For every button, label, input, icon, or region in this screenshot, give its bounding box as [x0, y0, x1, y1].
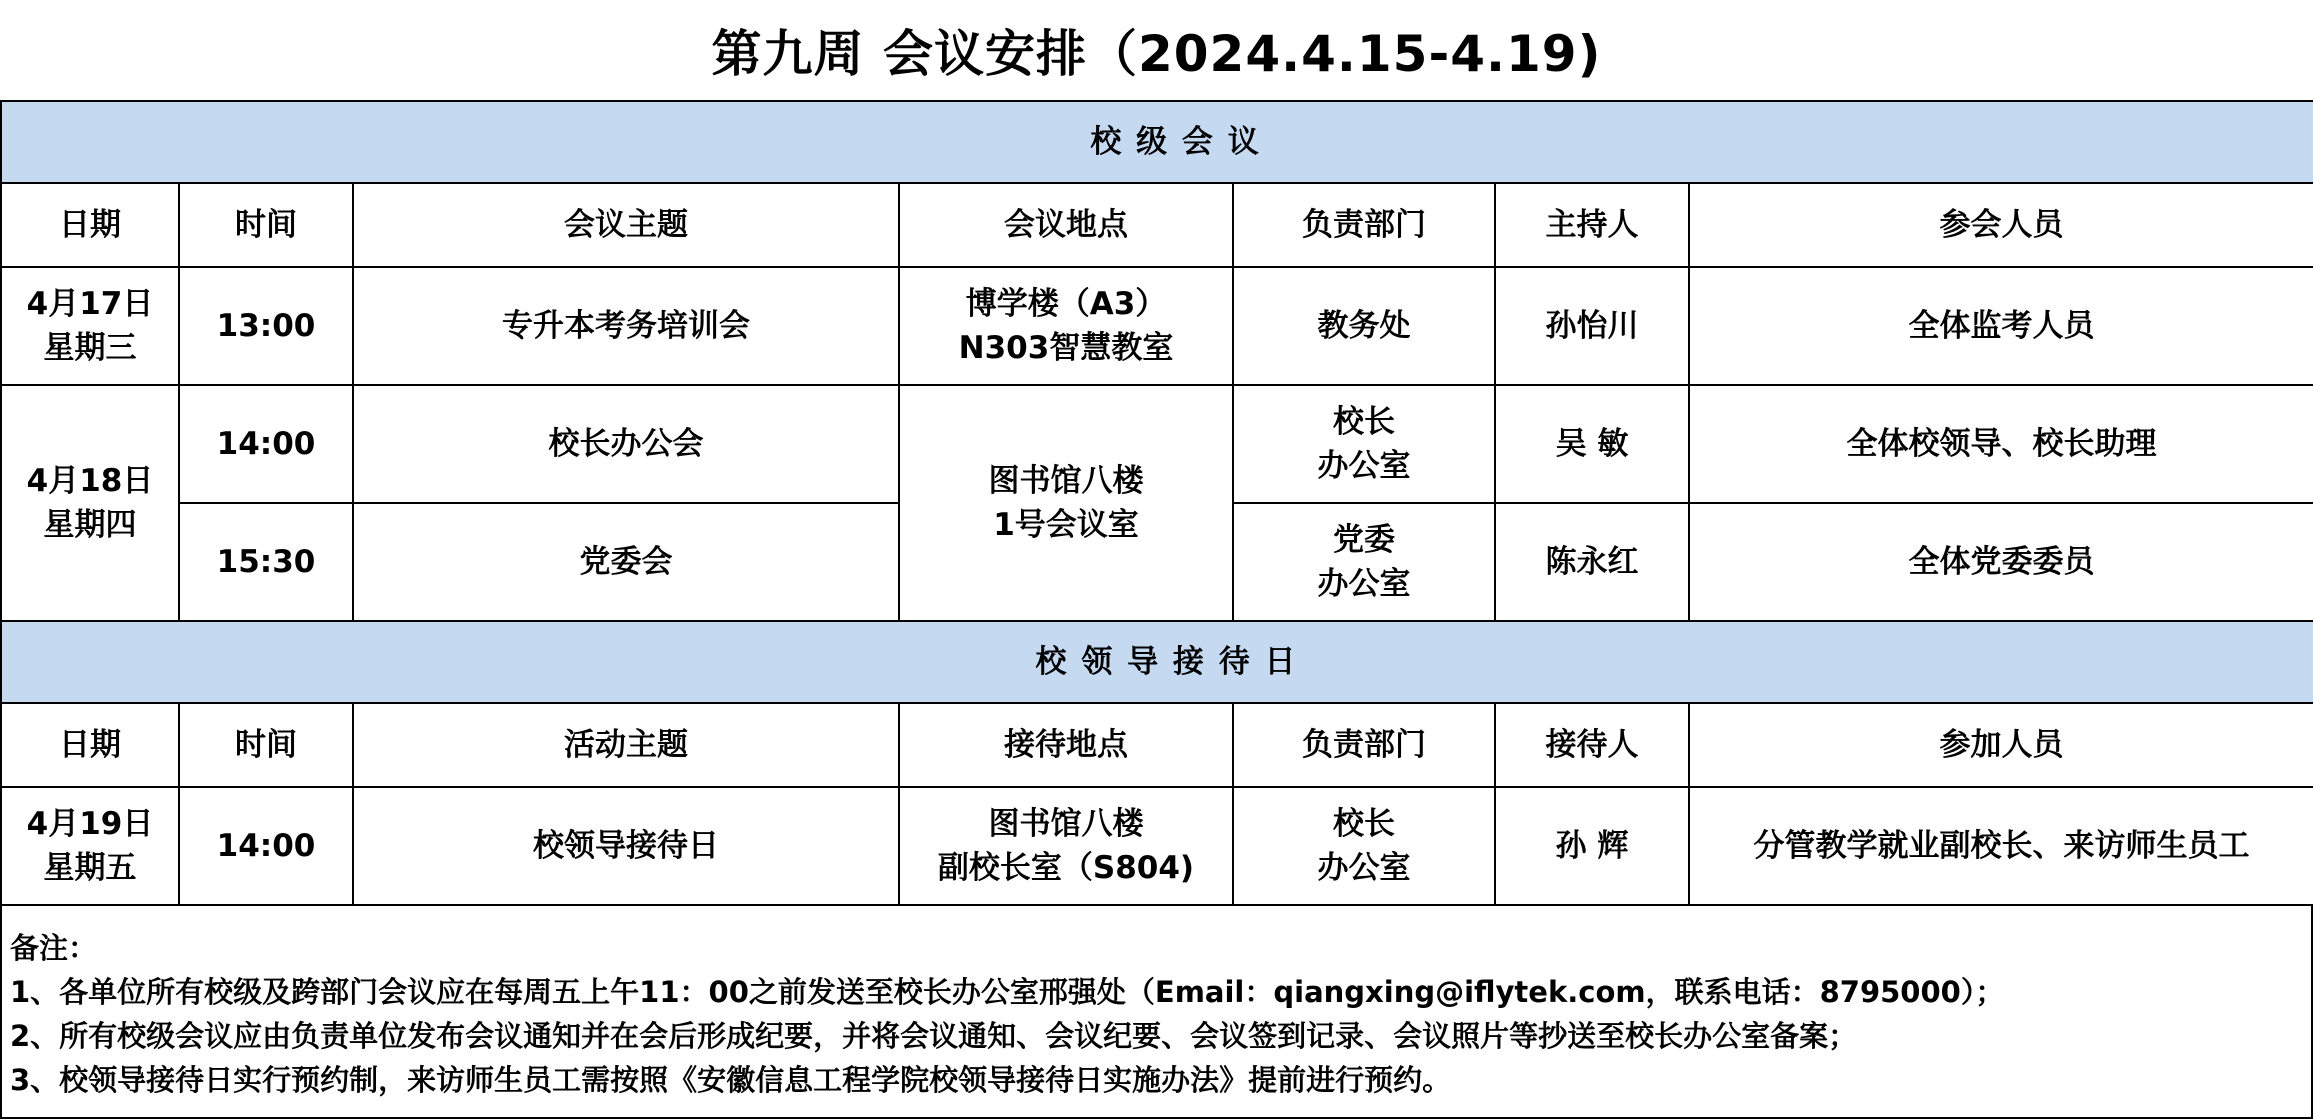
cell-date: 4月19日 星期五: [1, 787, 179, 905]
table-row: [1, 267, 2313, 385]
section2-heading-row: [1, 621, 2313, 703]
column-header-department: 负责部门: [1233, 183, 1495, 267]
cell-department: 教务处: [1233, 267, 1495, 385]
cell-location: 博学楼（A3） N303智慧教室: [899, 267, 1233, 385]
cell-date: 4月17日 星期三: [1, 267, 179, 385]
cell-date: 4月18日 星期四: [1, 385, 179, 621]
section2-header-row: [1, 703, 2313, 787]
column-header-location: 会议地点: [899, 183, 1233, 267]
cell-attendees: 全体校领导、校长助理: [1689, 385, 2313, 503]
notes-line: 2、所有校级会议应由负责单位发布会议通知并在会后形成纪要，并将会议通知、会议纪要、会议签到记录、会议照片等抄送至校长办公室备案；: [10, 1019, 1858, 1053]
table-row: [1, 787, 2313, 905]
cell-location: 图书馆八楼 副校长室（S804): [899, 787, 1233, 905]
column-header-department: 负责部门: [1233, 703, 1495, 787]
cell-topic: 专升本考务培训会: [353, 267, 899, 385]
cell-time: 13:00: [179, 267, 353, 385]
column-header-time: 时间: [179, 183, 353, 267]
section-heading-school-meetings: 校 级 会 议: [1, 101, 2313, 183]
table-row: [1, 385, 2313, 503]
cell-topic: 校领导接待日: [353, 787, 899, 905]
cell-host: 孙 辉: [1495, 787, 1689, 905]
cell-host: 孙怡川: [1495, 267, 1689, 385]
column-header-attendees: 参会人员: [1689, 183, 2313, 267]
cell-topic: 党委会: [353, 503, 899, 621]
cell-department: 校长 办公室: [1233, 385, 1495, 503]
cell-host: 陈永红: [1495, 503, 1689, 621]
cell-host: 吴 敏: [1495, 385, 1689, 503]
section-heading-leader-reception: 校 领 导 接 待 日: [1, 621, 2313, 703]
cell-topic: 校长办公会: [353, 385, 899, 503]
section1-heading-row: [1, 101, 2313, 183]
column-header-topic: 会议主题: [353, 183, 899, 267]
column-header-host: 主持人: [1495, 183, 1689, 267]
section1-header-row: [1, 183, 2313, 267]
column-header-time: 时间: [179, 703, 353, 787]
notes-line: 1、各单位所有校级及跨部门会议应在每周五上午11：00之前发送至校长办公室邢强处（Email：qiangxing@iflytek.com，联系电话：8795000）；: [10, 975, 2005, 1009]
cell-department: 党委 办公室: [1233, 503, 1495, 621]
column-header-reception-location: 接待地点: [899, 703, 1233, 787]
page-title: 第九周 会议安排（2024.4.15-4.19): [711, 25, 1602, 83]
cell-department: 校长 办公室: [1233, 787, 1495, 905]
notes-line: 3、校领导接待日实行预约制，来访师生员工需按照《安徽信息工程学院校领导接待日实施办法》提前进行预约。: [10, 1063, 1452, 1097]
column-header-date: 日期: [1, 703, 179, 787]
column-header-receiver: 接待人: [1495, 703, 1689, 787]
cell-time: 14:00: [179, 787, 353, 905]
notes-heading: 备注：: [10, 931, 98, 965]
meeting-schedule-table: [0, 100, 2313, 906]
notes-section: [0, 904, 2313, 1119]
cell-location: 图书馆八楼 1号会议室: [899, 385, 1233, 621]
cell-attendees: 全体党委委员: [1689, 503, 2313, 621]
cell-time: 14:00: [179, 385, 353, 503]
cell-attendees: 分管教学就业副校长、来访师生员工: [1689, 787, 2313, 905]
column-header-activity: 活动主题: [353, 703, 899, 787]
column-header-date: 日期: [1, 183, 179, 267]
column-header-participants: 参加人员: [1689, 703, 2313, 787]
cell-time: 15:30: [179, 503, 353, 621]
cell-attendees: 全体监考人员: [1689, 267, 2313, 385]
